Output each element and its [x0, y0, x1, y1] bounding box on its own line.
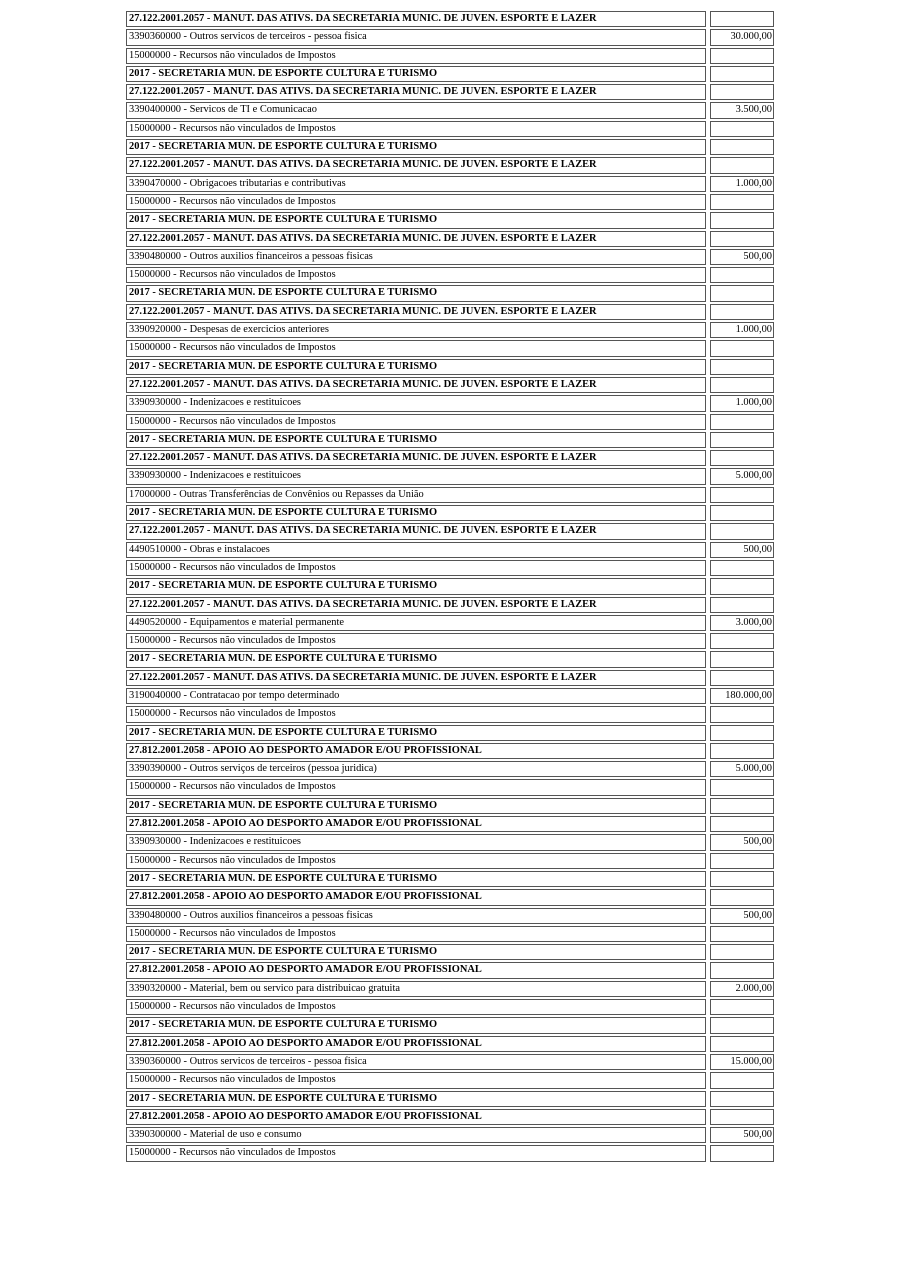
- row-value: [710, 377, 774, 393]
- table-row: [126, 853, 774, 869]
- budget-table: [126, 11, 774, 1164]
- row-value: [710, 1017, 774, 1033]
- row-description: 15000000 - Recursos não vinculados de Impostos: [126, 194, 706, 210]
- row-description: 2017 - SECRETARIA MUN. DE ESPORTE CULTURA E TURISMO: [126, 725, 706, 741]
- table-row: [126, 48, 774, 64]
- row-description: 4490510000 - Obras e instalacoes: [126, 542, 706, 558]
- row-value: [710, 962, 774, 978]
- row-description: 3190040000 - Contratacao por tempo determinado: [126, 688, 706, 704]
- row-value: [710, 597, 774, 613]
- row-description: 15000000 - Recursos não vinculados de Impostos: [126, 414, 706, 430]
- row-description: 27.812.2001.2058 - APOIO AO DESPORTO AMADOR E/OU PROFISSIONAL: [126, 743, 706, 759]
- table-row: [126, 102, 774, 118]
- row-description: 15000000 - Recursos não vinculados de Impostos: [126, 633, 706, 649]
- table-row: [126, 1145, 774, 1161]
- row-value: [710, 231, 774, 247]
- table-row: [126, 249, 774, 265]
- table-row: [126, 779, 774, 795]
- row-value: 1.000,00: [710, 395, 774, 411]
- row-description: 15000000 - Recursos não vinculados de Impostos: [126, 1145, 706, 1161]
- table-row: [126, 1127, 774, 1143]
- row-value: [710, 926, 774, 942]
- row-value: [710, 523, 774, 539]
- table-row: [126, 816, 774, 832]
- table-row: [126, 633, 774, 649]
- table-row: [126, 688, 774, 704]
- row-value: [710, 121, 774, 137]
- table-row: [126, 487, 774, 503]
- row-value: 1.000,00: [710, 322, 774, 338]
- table-row: [126, 84, 774, 100]
- row-description: 27.122.2001.2057 - MANUT. DAS ATIVS. DA SECRETARIA MUNIC. DE JUVEN. ESPORTE E LAZER: [126, 597, 706, 613]
- row-description: 2017 - SECRETARIA MUN. DE ESPORTE CULTURA E TURISMO: [126, 944, 706, 960]
- table-row: [126, 706, 774, 722]
- row-description: 2017 - SECRETARIA MUN. DE ESPORTE CULTURA E TURISMO: [126, 578, 706, 594]
- row-value: [710, 285, 774, 301]
- table-row: [126, 157, 774, 173]
- table-row: [126, 395, 774, 411]
- row-description: 15000000 - Recursos não vinculados de Impostos: [126, 267, 706, 283]
- row-value: [710, 853, 774, 869]
- row-description: 3390360000 - Outros servicos de terceiros - pessoa fisica: [126, 1054, 706, 1070]
- row-description: 27.812.2001.2058 - APOIO AO DESPORTO AMADOR E/OU PROFISSIONAL: [126, 1036, 706, 1052]
- table-row: [126, 889, 774, 905]
- row-description: 27.122.2001.2057 - MANUT. DAS ATIVS. DA SECRETARIA MUNIC. DE JUVEN. ESPORTE E LAZER: [126, 231, 706, 247]
- table-row: [126, 194, 774, 210]
- row-value: 15.000,00: [710, 1054, 774, 1070]
- table-row: [126, 725, 774, 741]
- row-description: 2017 - SECRETARIA MUN. DE ESPORTE CULTURA E TURISMO: [126, 432, 706, 448]
- row-value: [710, 267, 774, 283]
- table-row: [126, 999, 774, 1015]
- row-description: 17000000 - Outras Transferências de Convênios ou Repasses da União: [126, 487, 706, 503]
- row-description: 15000000 - Recursos não vinculados de Impostos: [126, 121, 706, 137]
- row-description: 3390470000 - Obrigacoes tributarias e contributivas: [126, 176, 706, 192]
- row-value: [710, 871, 774, 887]
- table-row: [126, 450, 774, 466]
- row-value: [710, 212, 774, 228]
- row-value: 180.000,00: [710, 688, 774, 704]
- row-value: [710, 779, 774, 795]
- row-value: [710, 194, 774, 210]
- row-description: 3390390000 - Outros serviços de terceiros (pessoa juridica): [126, 761, 706, 777]
- row-description: 3390480000 - Outros auxilios financeiros a pessoas fisicas: [126, 249, 706, 265]
- row-description: 3390300000 - Material de uso e consumo: [126, 1127, 706, 1143]
- table-row: [126, 231, 774, 247]
- row-description: 15000000 - Recursos não vinculados de Impostos: [126, 706, 706, 722]
- table-row: [126, 267, 774, 283]
- row-value: [710, 706, 774, 722]
- table-row: [126, 377, 774, 393]
- row-value: [710, 889, 774, 905]
- table-row: [126, 139, 774, 155]
- row-value: [710, 84, 774, 100]
- row-value: [710, 816, 774, 832]
- table-row: [126, 597, 774, 613]
- row-description: 2017 - SECRETARIA MUN. DE ESPORTE CULTURA E TURISMO: [126, 505, 706, 521]
- row-value: 3.500,00: [710, 102, 774, 118]
- row-value: [710, 1091, 774, 1107]
- row-value: 30.000,00: [710, 29, 774, 45]
- table-row: [126, 1054, 774, 1070]
- row-description: 2017 - SECRETARIA MUN. DE ESPORTE CULTURA E TURISMO: [126, 798, 706, 814]
- row-description: 2017 - SECRETARIA MUN. DE ESPORTE CULTURA E TURISMO: [126, 212, 706, 228]
- row-description: 27.122.2001.2057 - MANUT. DAS ATIVS. DA SECRETARIA MUNIC. DE JUVEN. ESPORTE E LAZER: [126, 377, 706, 393]
- row-description: 27.122.2001.2057 - MANUT. DAS ATIVS. DA SECRETARIA MUNIC. DE JUVEN. ESPORTE E LAZER: [126, 450, 706, 466]
- row-value: [710, 560, 774, 576]
- row-value: [710, 670, 774, 686]
- table-row: [126, 1017, 774, 1033]
- row-value: [710, 1036, 774, 1052]
- row-value: 500,00: [710, 1127, 774, 1143]
- table-row: [126, 834, 774, 850]
- table-row: [126, 340, 774, 356]
- row-description: 3390400000 - Servicos de TI e Comunicacao: [126, 102, 706, 118]
- table-row: [126, 560, 774, 576]
- table-row: [126, 1072, 774, 1088]
- row-value: [710, 1109, 774, 1125]
- row-value: [710, 1145, 774, 1161]
- row-description: 4490520000 - Equipamentos e material permanente: [126, 615, 706, 631]
- row-description: 27.812.2001.2058 - APOIO AO DESPORTO AMADOR E/OU PROFISSIONAL: [126, 889, 706, 905]
- table-row: [126, 121, 774, 137]
- table-row: [126, 1091, 774, 1107]
- row-description: 27.122.2001.2057 - MANUT. DAS ATIVS. DA SECRETARIA MUNIC. DE JUVEN. ESPORTE E LAZER: [126, 304, 706, 320]
- row-description: 15000000 - Recursos não vinculados de Impostos: [126, 999, 706, 1015]
- row-description: 27.812.2001.2058 - APOIO AO DESPORTO AMADOR E/OU PROFISSIONAL: [126, 962, 706, 978]
- table-row: [126, 505, 774, 521]
- row-value: 5.000,00: [710, 761, 774, 777]
- table-row: [126, 944, 774, 960]
- row-description: 15000000 - Recursos não vinculados de Impostos: [126, 340, 706, 356]
- row-description: 3390930000 - Indenizacoes e restituicoes: [126, 395, 706, 411]
- row-value: [710, 651, 774, 667]
- row-value: [710, 304, 774, 320]
- table-row: [126, 761, 774, 777]
- table-row: [126, 176, 774, 192]
- table-row: [126, 962, 774, 978]
- table-row: [126, 66, 774, 82]
- row-value: 2.000,00: [710, 981, 774, 997]
- row-value: [710, 414, 774, 430]
- row-value: 500,00: [710, 542, 774, 558]
- row-description: 3390920000 - Despesas de exercicios anteriores: [126, 322, 706, 338]
- row-value: [710, 157, 774, 173]
- row-description: 15000000 - Recursos não vinculados de Impostos: [126, 779, 706, 795]
- row-value: [710, 798, 774, 814]
- row-value: [710, 633, 774, 649]
- row-value: [710, 999, 774, 1015]
- table-row: [126, 29, 774, 45]
- row-value: [710, 743, 774, 759]
- row-description: 2017 - SECRETARIA MUN. DE ESPORTE CULTURA E TURISMO: [126, 359, 706, 375]
- table-row: [126, 212, 774, 228]
- row-description: 2017 - SECRETARIA MUN. DE ESPORTE CULTURA E TURISMO: [126, 285, 706, 301]
- table-row: [126, 414, 774, 430]
- table-row: [126, 542, 774, 558]
- row-value: [710, 11, 774, 27]
- row-description: 15000000 - Recursos não vinculados de Impostos: [126, 1072, 706, 1088]
- table-row: [126, 11, 774, 27]
- row-description: 2017 - SECRETARIA MUN. DE ESPORTE CULTURA E TURISMO: [126, 1091, 706, 1107]
- row-value: [710, 432, 774, 448]
- row-value: 500,00: [710, 834, 774, 850]
- table-row: [126, 926, 774, 942]
- row-value: 500,00: [710, 249, 774, 265]
- table-row: [126, 468, 774, 484]
- table-row: [126, 1109, 774, 1125]
- table-row: [126, 651, 774, 667]
- table-row: [126, 798, 774, 814]
- row-description: 27.122.2001.2057 - MANUT. DAS ATIVS. DA SECRETARIA MUNIC. DE JUVEN. ESPORTE E LAZER: [126, 11, 706, 27]
- row-description: 2017 - SECRETARIA MUN. DE ESPORTE CULTURA E TURISMO: [126, 871, 706, 887]
- row-value: [710, 48, 774, 64]
- row-description: 15000000 - Recursos não vinculados de Impostos: [126, 853, 706, 869]
- row-description: 3390480000 - Outros auxilios financeiros a pessoas fisicas: [126, 908, 706, 924]
- row-value: 3.000,00: [710, 615, 774, 631]
- row-description: 3390360000 - Outros servicos de terceiros - pessoa fisica: [126, 29, 706, 45]
- row-description: 15000000 - Recursos não vinculados de Impostos: [126, 560, 706, 576]
- table-row: [126, 359, 774, 375]
- table-row: [126, 743, 774, 759]
- row-description: 27.812.2001.2058 - APOIO AO DESPORTO AMADOR E/OU PROFISSIONAL: [126, 1109, 706, 1125]
- table-row: [126, 615, 774, 631]
- row-description: 2017 - SECRETARIA MUN. DE ESPORTE CULTURA E TURISMO: [126, 66, 706, 82]
- row-description: 3390320000 - Material, bem ou servico para distribuicao gratuita: [126, 981, 706, 997]
- table-row: [126, 304, 774, 320]
- row-value: [710, 578, 774, 594]
- table-row: [126, 523, 774, 539]
- row-value: 5.000,00: [710, 468, 774, 484]
- row-value: [710, 66, 774, 82]
- row-description: 2017 - SECRETARIA MUN. DE ESPORTE CULTURA E TURISMO: [126, 651, 706, 667]
- table-row: [126, 322, 774, 338]
- row-value: [710, 1072, 774, 1088]
- row-description: 27.122.2001.2057 - MANUT. DAS ATIVS. DA SECRETARIA MUNIC. DE JUVEN. ESPORTE E LAZER: [126, 670, 706, 686]
- row-description: 15000000 - Recursos não vinculados de Impostos: [126, 926, 706, 942]
- table-row: [126, 1036, 774, 1052]
- table-row: [126, 578, 774, 594]
- table-row: [126, 285, 774, 301]
- row-value: [710, 450, 774, 466]
- row-value: [710, 487, 774, 503]
- table-row: [126, 981, 774, 997]
- row-value: [710, 359, 774, 375]
- row-description: 3390930000 - Indenizacoes e restituicoes: [126, 468, 706, 484]
- table-row: [126, 432, 774, 448]
- row-value: [710, 725, 774, 741]
- row-description: 27.812.2001.2058 - APOIO AO DESPORTO AMADOR E/OU PROFISSIONAL: [126, 816, 706, 832]
- row-description: 27.122.2001.2057 - MANUT. DAS ATIVS. DA SECRETARIA MUNIC. DE JUVEN. ESPORTE E LAZER: [126, 523, 706, 539]
- row-value: 500,00: [710, 908, 774, 924]
- row-description: 2017 - SECRETARIA MUN. DE ESPORTE CULTURA E TURISMO: [126, 139, 706, 155]
- table-row: [126, 908, 774, 924]
- row-value: [710, 139, 774, 155]
- row-description: 27.122.2001.2057 - MANUT. DAS ATIVS. DA SECRETARIA MUNIC. DE JUVEN. ESPORTE E LAZER: [126, 157, 706, 173]
- row-description: 15000000 - Recursos não vinculados de Impostos: [126, 48, 706, 64]
- row-description: 3390930000 - Indenizacoes e restituicoes: [126, 834, 706, 850]
- table-row: [126, 670, 774, 686]
- table-row: [126, 871, 774, 887]
- row-value: [710, 505, 774, 521]
- row-value: [710, 340, 774, 356]
- row-value: [710, 944, 774, 960]
- row-value: 1.000,00: [710, 176, 774, 192]
- row-description: 27.122.2001.2057 - MANUT. DAS ATIVS. DA SECRETARIA MUNIC. DE JUVEN. ESPORTE E LAZER: [126, 84, 706, 100]
- row-description: 2017 - SECRETARIA MUN. DE ESPORTE CULTURA E TURISMO: [126, 1017, 706, 1033]
